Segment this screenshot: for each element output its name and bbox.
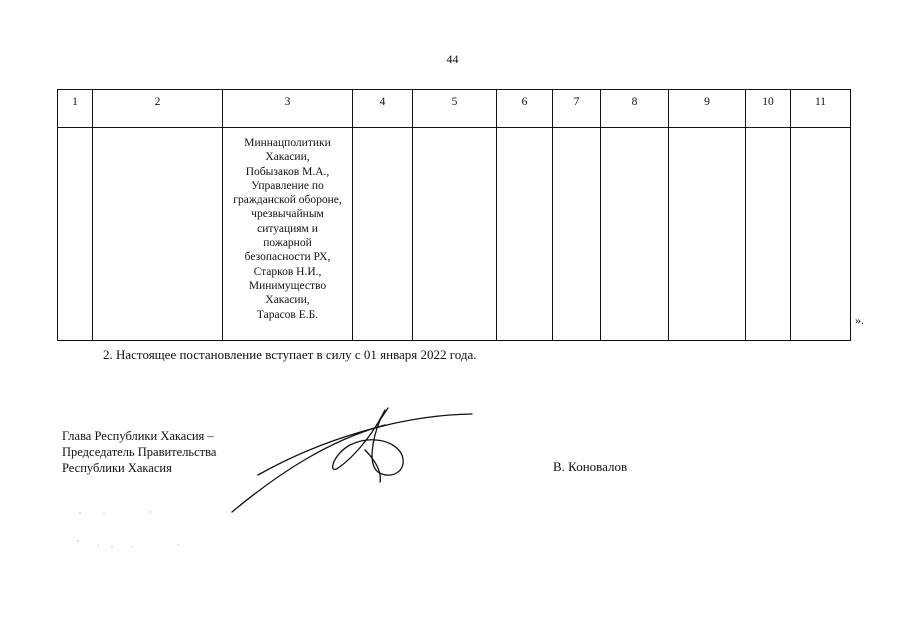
table-cell — [746, 128, 791, 341]
column-header: 8 — [601, 90, 669, 128]
cell-line: пожарной — [263, 237, 312, 250]
column-header: 7 — [553, 90, 601, 128]
cell-line: гражданской обороне, — [233, 194, 342, 207]
table-cell — [553, 128, 601, 341]
column-header: 3 — [223, 90, 353, 128]
column-header: 2 — [93, 90, 223, 128]
table-header-row — [58, 90, 851, 128]
responsible-executors-cell — [223, 128, 353, 341]
table-cell — [58, 128, 93, 341]
column-header: 4 — [353, 90, 413, 128]
plan-table — [57, 89, 851, 341]
page-number: 44 — [446, 52, 459, 66]
table-cell — [353, 128, 413, 341]
signer-title — [62, 428, 216, 476]
cell-line: Миннацполитики — [244, 137, 331, 149]
cell-line: Хакасии, — [265, 294, 310, 307]
cell-line: чрезвычайным — [251, 208, 324, 221]
table-cell — [601, 128, 669, 341]
signer-title-line: Республики Хакасия — [62, 461, 172, 475]
signature-icon — [220, 400, 490, 520]
column-header: 1 — [58, 90, 93, 128]
column-header: 6 — [497, 90, 553, 128]
cell-line: Управление по — [251, 179, 324, 192]
scan-specks-icon — [60, 505, 200, 555]
column-header: 5 — [413, 90, 497, 128]
cell-line: Побызаков М.А., — [245, 165, 330, 178]
cell-line: безопасности РХ, — [244, 251, 331, 264]
signer-title-line: Глава Республики Хакасия – — [62, 429, 214, 443]
table-cell — [791, 128, 851, 341]
closing-quote: ». — [855, 313, 864, 327]
cell-line: ситуациям и — [257, 222, 318, 235]
table-cell — [669, 128, 746, 341]
table-row — [58, 128, 851, 341]
column-header: 9 — [669, 90, 746, 128]
cell-line: Хакасии, — [265, 151, 310, 164]
signer-name: В. Коновалов — [553, 459, 628, 474]
column-header: 11 — [791, 90, 851, 128]
cell-line: Минимущество — [248, 279, 327, 292]
clause-2: 2. Настоящее постановление вступает в силу с 01 января 2022 года. — [103, 347, 477, 362]
cell-line: Тарасов Е.Б. — [256, 308, 319, 321]
table-cell — [93, 128, 223, 341]
cell-line: Старков Н.И., — [253, 265, 322, 278]
signer-title-line: Председатель Правительства — [62, 445, 217, 459]
table-cell — [497, 128, 553, 341]
column-header: 10 — [746, 90, 791, 128]
table-cell — [413, 128, 497, 341]
